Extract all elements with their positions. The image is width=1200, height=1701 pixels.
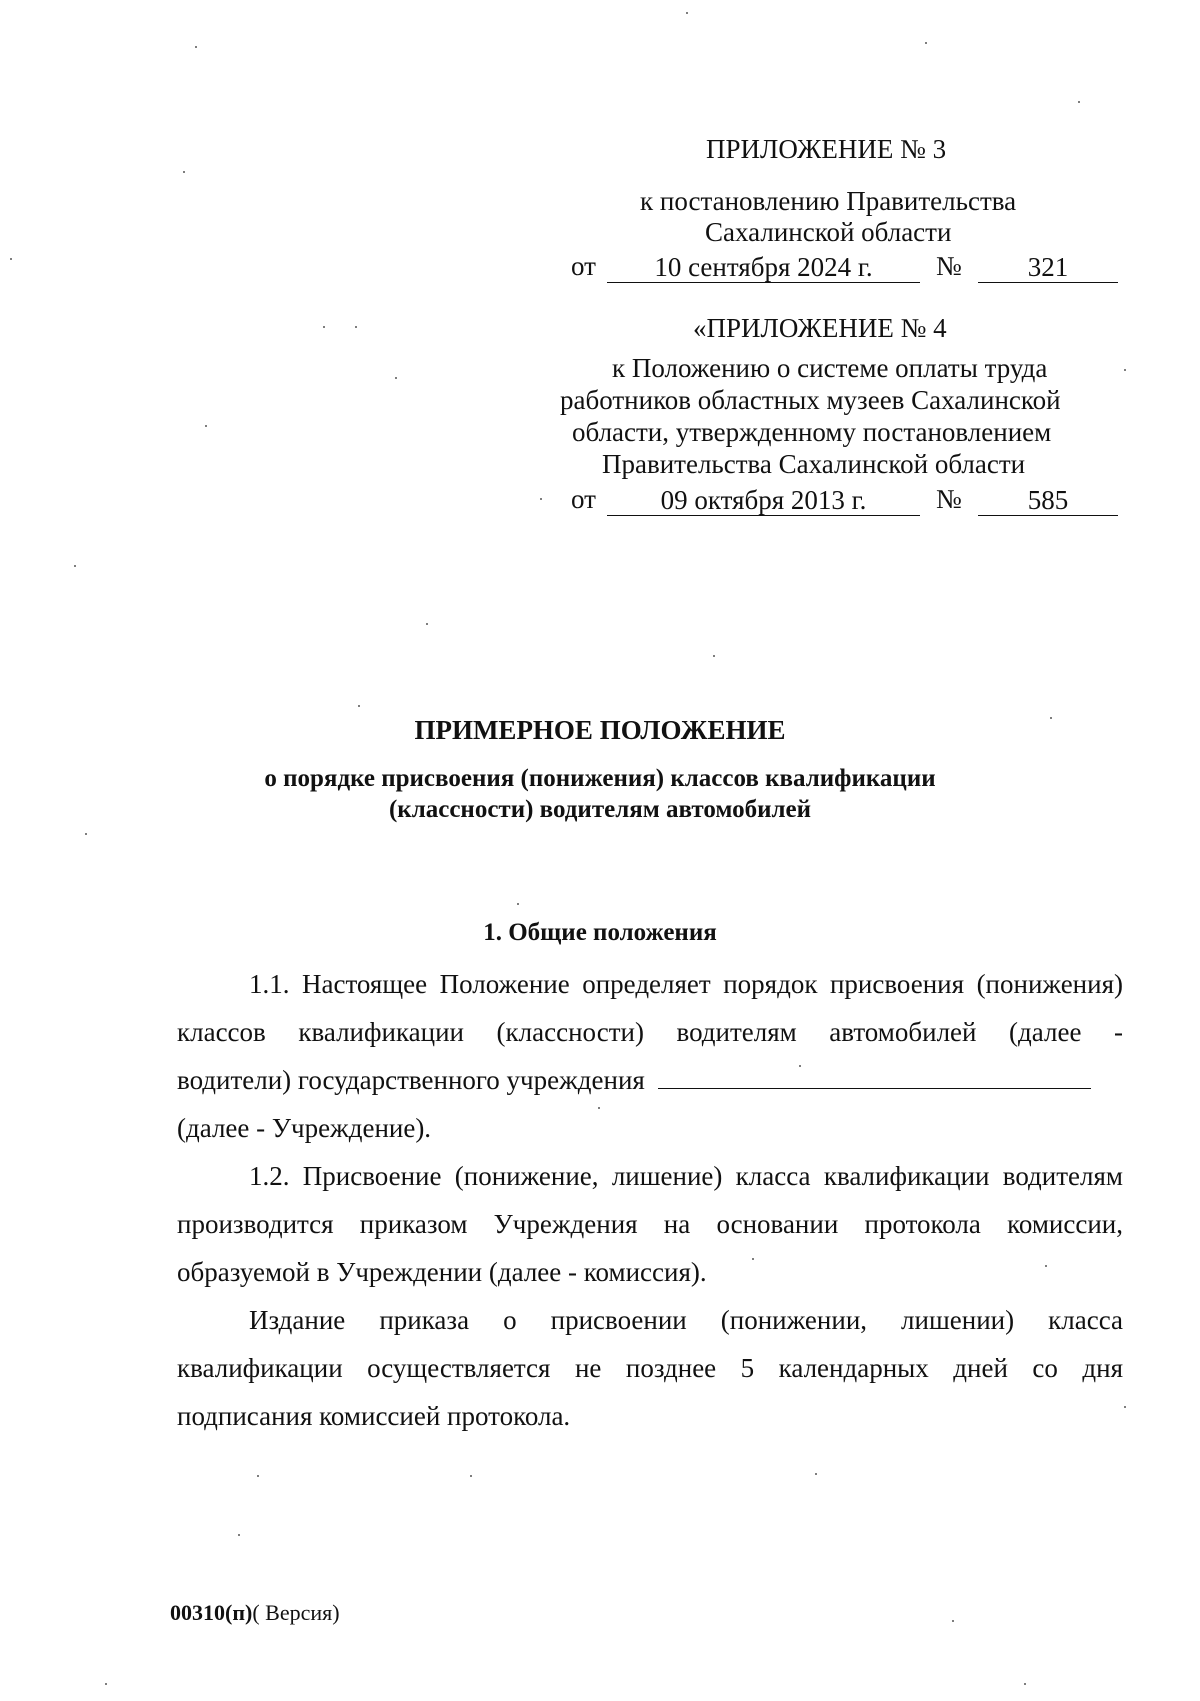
scan-speck (686, 12, 688, 14)
resolution-number: 321 (978, 252, 1118, 283)
scan-speck (395, 377, 397, 379)
scan-speck (1045, 1265, 1047, 1267)
resolution-date: 10 сентября 2024 г. (607, 252, 920, 283)
scan-speck (470, 1475, 472, 1477)
paragraph-2-line-1: 1.2. Присвоение (понижение, лишение) класса квалификации водителям (249, 1161, 1123, 1191)
scan-speck (1124, 1406, 1126, 1408)
paragraph-2-line-2: производится приказом Учреждения на основании протокола комиссии, (177, 1209, 1123, 1239)
scan-speck (10, 258, 12, 260)
paragraph-3-line-2: квалификации осуществляется не позднее 5 календарных дней со дня (177, 1353, 1123, 1383)
paragraph-1-line-1: 1.1. Настоящее Положение определяет порядок присвоения (понижения) (249, 969, 1123, 999)
scan-speck (1024, 1683, 1026, 1685)
paragraph-1-line-3 (177, 1056, 1123, 1104)
from-label-2: от (571, 484, 596, 514)
resolution-line-2: Сахалинской области (705, 217, 952, 247)
scan-speck (1078, 101, 1080, 103)
regulation-line-2: работников областных музеев Сахалинской (560, 385, 1061, 415)
institution-name-blank (658, 1056, 1091, 1089)
paragraph-1-line-2: классов квалификации (классности) водителям автомобилей (далее - (177, 1017, 1123, 1047)
scan-speck (540, 498, 542, 500)
scan-speck (195, 46, 197, 48)
scan-speck (358, 705, 360, 707)
scan-speck (517, 903, 519, 905)
scan-speck (598, 1107, 600, 1109)
appendix-4-title: «ПРИЛОЖЕНИЕ № 4 (693, 313, 947, 343)
paragraph-2-line-3: образуемой в Учреждении (далее - комиссия). (177, 1257, 707, 1287)
document-subtitle-line-2: (классности) водителям автомобилей (388, 796, 812, 823)
scan-speck (323, 326, 325, 328)
from-label: от (571, 251, 596, 281)
scan-speck (105, 1683, 107, 1685)
scan-speck (183, 171, 185, 173)
regulation-date: 09 октября 2013 г. (607, 485, 920, 516)
document-code: 00310(п) (170, 1600, 253, 1625)
regulation-line-4: Правительства Сахалинской области (602, 449, 1026, 479)
regulation-number: 585 (978, 485, 1118, 516)
scan-speck (799, 1065, 801, 1067)
scan-speck (815, 1473, 817, 1475)
scan-speck (74, 565, 76, 567)
scan-speck (205, 425, 207, 427)
document-version: ( Версия) (252, 1600, 340, 1625)
appendix-3-title: ПРИЛОЖЕНИЕ № 3 (706, 134, 947, 164)
section-body (177, 960, 1123, 1440)
paragraph-1-line-4: (далее - Учреждение). (177, 1113, 432, 1143)
scan-speck (85, 833, 87, 835)
scan-speck (713, 655, 715, 657)
document-subtitle-line-1: о порядке присвоения (понижения) классов квалификации (264, 765, 936, 792)
scan-speck (355, 326, 357, 328)
number-label: № (936, 251, 962, 281)
document-title: ПРИМЕРНОЕ ПОЛОЖЕНИЕ (414, 715, 786, 745)
paragraph-3-line-3: подписания комиссией протокола. (177, 1401, 571, 1431)
scan-speck (752, 1258, 754, 1260)
paragraph-3-line-1: Издание приказа о присвоении (понижении, лишении) класса (249, 1305, 1123, 1335)
paragraph-1-line-3-text: водители) государственного учреждения (177, 1065, 645, 1095)
regulation-line-1: к Положению о системе оплаты труда (612, 353, 1048, 383)
scan-speck (925, 42, 927, 44)
scan-speck (257, 1475, 259, 1477)
number-label-2: № (936, 484, 962, 514)
document-footer (170, 1600, 340, 1626)
scan-speck (426, 623, 428, 625)
regulation-line-3: области, утвержденному постановлением (572, 417, 1052, 447)
section-heading: 1. Общие положения (483, 919, 717, 946)
scan-speck (1124, 369, 1126, 371)
scan-speck (1050, 717, 1052, 719)
scan-speck (952, 1620, 954, 1622)
scan-speck (238, 1534, 240, 1536)
resolution-line-1: к постановлению Правительства (640, 186, 1017, 216)
